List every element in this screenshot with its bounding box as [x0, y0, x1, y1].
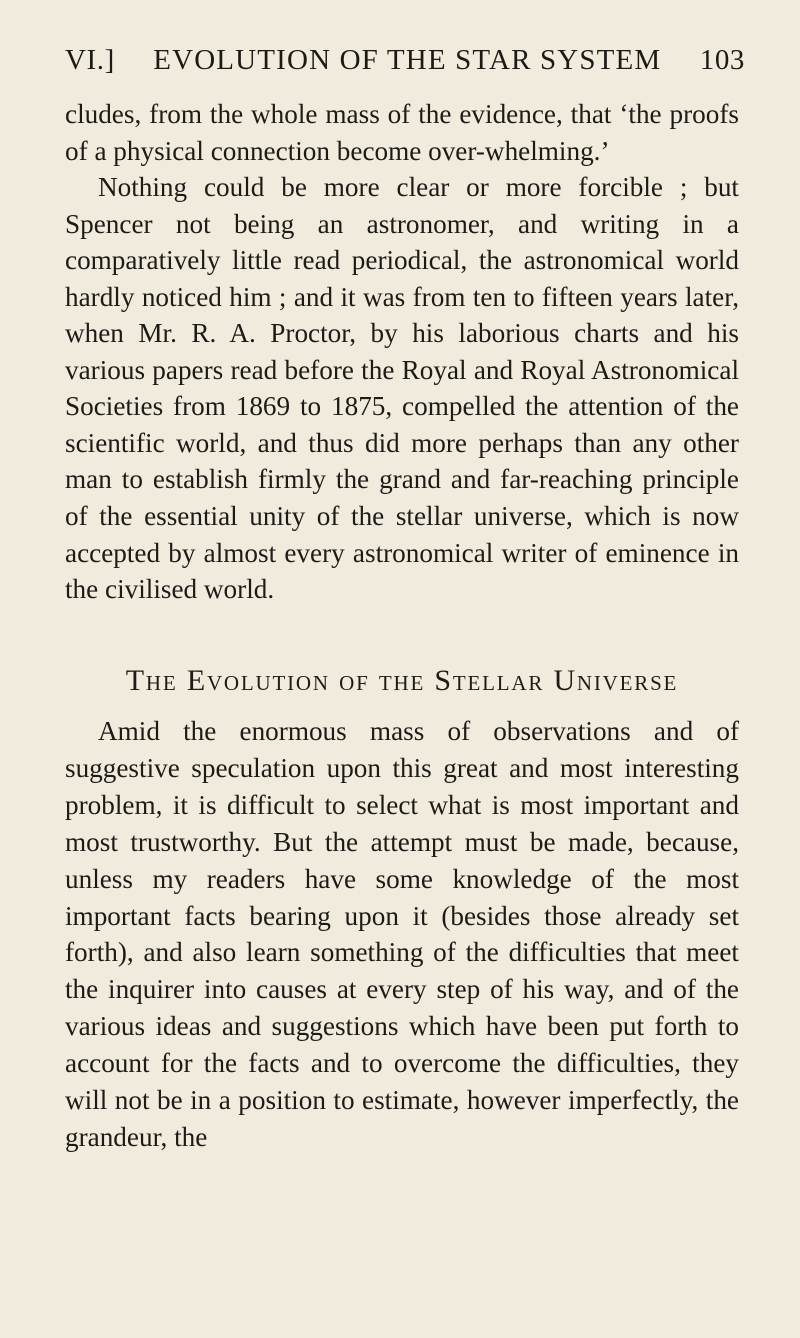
- running-header: [65, 44, 745, 84]
- section-heading: The Evolution of the Stellar Universe: [125, 664, 679, 697]
- page-number: 103: [699, 44, 745, 76]
- running-title: EVOLUTION OF THE STAR SYSTEM: [153, 44, 662, 76]
- paragraph-continuation: cludes, from the whole mass of the evidence, that ‘the proofs of a physical connection become over-whelming.’: [65, 99, 739, 166]
- chapter-number: VI.]: [65, 44, 115, 76]
- body-text-bottom: [65, 713, 739, 1156]
- paragraph: Nothing could be more clear or more forcible ; but Spencer not being an astronomer, and writing in a comparatively little read periodical, the astronomical world hardly noticed him ; and it was from ten to fifteen years later, when Mr. R. A. Proctor, by his laborious charts and his various papers read before the Royal and Royal Astronomical Societies from 1869 to 1875, compelled the attention of the scientific world, and thus did more perhaps than any other man to establish firmly the grand and far-reaching principle of the essential unity of the stellar universe, which is now accepted by almost every astronomical writer of eminence in the civilised world.: [65, 172, 739, 605]
- paragraph: Amid the enormous mass of observations and of suggestive speculation upon this great and most interesting problem, it is difficult to select what is most important and most trustworthy. But the attempt must be made, because, unless my readers have some knowledge of the most important facts bearing upon it (besides those already set forth), and also learn something of the difficulties that meet the inquirer into causes at every step of his way, and of the various ideas and suggestions which have been put forth to account for the facts and to overcome the difficulties, they will not be in a position to estimate, however imperfectly, the grandeur, the: [65, 716, 739, 1152]
- body-text-top: [65, 96, 739, 608]
